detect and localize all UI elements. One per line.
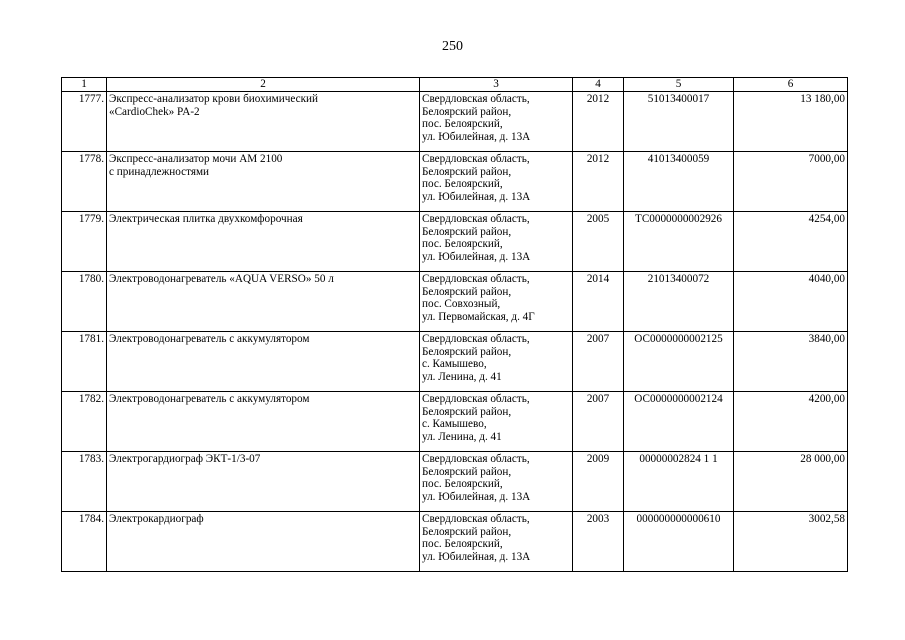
page-number: 250 bbox=[442, 39, 463, 54]
row-number-cell: 1781. bbox=[62, 332, 107, 392]
table-row bbox=[62, 452, 848, 512]
address-line: Свердловская область, bbox=[422, 213, 530, 225]
inventory-number-cell: 000000000000610 bbox=[624, 512, 734, 572]
item-name-cell: Экспресс-анализатор крови биохимический «CardioChek» PA-2 bbox=[107, 92, 420, 152]
address-line: ул. Ленина, д. 41 bbox=[422, 430, 502, 443]
item-name-cell: Электроводонагреватель с аккумулятором bbox=[107, 392, 420, 452]
address-line: ул. Юбилейная, д. 13А bbox=[422, 250, 531, 263]
address-line: Свердловская область, bbox=[422, 153, 530, 165]
cost-cell: 28 000,00 bbox=[734, 452, 848, 512]
row-number-cell: 1784. bbox=[62, 512, 107, 572]
address-line: Белоярский район, bbox=[422, 525, 512, 538]
header-row bbox=[62, 78, 848, 92]
header-cell-5: 5 bbox=[624, 78, 734, 92]
cost-cell: 3840,00 bbox=[734, 332, 848, 392]
item-name-cell: Электрокардиограф bbox=[107, 512, 420, 572]
address-line: Белоярский район, bbox=[422, 465, 512, 478]
header-cell-6: 6 bbox=[734, 78, 848, 92]
header-cell-3: 3 bbox=[420, 78, 573, 92]
address-line: с. Камышево, bbox=[422, 418, 487, 431]
row-number-cell: 1782. bbox=[62, 392, 107, 452]
table-row bbox=[62, 212, 848, 272]
address-line: Свердловская область, bbox=[422, 513, 530, 525]
address-line: ул. Ленина, д. 41 bbox=[422, 370, 502, 383]
cost-cell: 3002,58 bbox=[734, 512, 848, 572]
inventory-number-cell: 00000002824 1 1 bbox=[624, 452, 734, 512]
inventory-number-cell: ОС0000000002124 bbox=[624, 392, 734, 452]
table-row bbox=[62, 392, 848, 452]
cost-cell: 13 180,00 bbox=[734, 92, 848, 152]
cost-cell: 7000,00 bbox=[734, 152, 848, 212]
address-cell bbox=[420, 92, 573, 152]
address-line: Свердловская область, bbox=[422, 393, 530, 405]
address-line: ул. Юбилейная, д. 13А bbox=[422, 190, 531, 203]
inventory-number-cell: 21013400072 bbox=[624, 272, 734, 332]
header-cell-2: 2 bbox=[107, 78, 420, 92]
table-row bbox=[62, 332, 848, 392]
address-line: пос. Белоярский, bbox=[422, 118, 503, 131]
address-line: пос. Белоярский, bbox=[422, 538, 503, 551]
address-line: Свердловская область, bbox=[422, 93, 530, 105]
year-cell: 2005 bbox=[573, 212, 624, 272]
address-cell bbox=[420, 212, 573, 272]
row-number-cell: 1778. bbox=[62, 152, 107, 212]
address-line: Белоярский район, bbox=[422, 105, 512, 118]
header-cell-1: 1 bbox=[62, 78, 107, 92]
item-name-cell: Электрогардиограф ЭКТ-1/3-07 bbox=[107, 452, 420, 512]
address-line: Свердловская область, bbox=[422, 273, 530, 285]
address-line: ул. Юбилейная, д. 13А bbox=[422, 490, 531, 503]
item-name-cell: Электроводонагреватель «AQUA VERSO» 50 л bbox=[107, 272, 420, 332]
table-row bbox=[62, 152, 848, 212]
inventory-number-cell: 41013400059 bbox=[624, 152, 734, 212]
year-cell: 2007 bbox=[573, 332, 624, 392]
table-row bbox=[62, 512, 848, 572]
table-body bbox=[62, 92, 848, 572]
address-line: пос. Белоярский, bbox=[422, 238, 503, 251]
year-cell: 2009 bbox=[573, 452, 624, 512]
address-line: Свердловская область, bbox=[422, 333, 530, 345]
table-row bbox=[62, 272, 848, 332]
inventory-number-cell: ТС0000000002926 bbox=[624, 212, 734, 272]
table-header bbox=[62, 78, 848, 92]
address-line: с. Камышево, bbox=[422, 358, 487, 371]
address-cell bbox=[420, 512, 573, 572]
year-cell: 2003 bbox=[573, 512, 624, 572]
header-cell-4: 4 bbox=[573, 78, 624, 92]
year-cell: 2014 bbox=[573, 272, 624, 332]
cost-cell: 4040,00 bbox=[734, 272, 848, 332]
address-cell bbox=[420, 152, 573, 212]
year-cell: 2012 bbox=[573, 152, 624, 212]
row-number-cell: 1777. bbox=[62, 92, 107, 152]
inventory-number-cell: 51013400017 bbox=[624, 92, 734, 152]
address-line: Белоярский район, bbox=[422, 405, 512, 418]
address-line: пос. Белоярский, bbox=[422, 478, 503, 491]
inventory-number-cell: ОС0000000002125 bbox=[624, 332, 734, 392]
address-line: ул. Юбилейная, д. 13А bbox=[422, 130, 531, 143]
address-cell bbox=[420, 452, 573, 512]
address-cell bbox=[420, 392, 573, 452]
item-name-cell: Электрическая плитка двухкомфорочная bbox=[107, 212, 420, 272]
row-number-cell: 1779. bbox=[62, 212, 107, 272]
item-name-cell: Экспресс-анализатор мочи АМ 2100 с принадлежностями bbox=[107, 152, 420, 212]
address-line: Белоярский район, bbox=[422, 225, 512, 238]
address-line: пос. Белоярский, bbox=[422, 178, 503, 191]
address-line: ул. Юбилейная, д. 13А bbox=[422, 550, 531, 563]
year-cell: 2012 bbox=[573, 92, 624, 152]
address-cell bbox=[420, 272, 573, 332]
address-line: Белоярский район, bbox=[422, 285, 512, 298]
address-line: Белоярский район, bbox=[422, 165, 512, 178]
address-cell bbox=[420, 332, 573, 392]
row-number-cell: 1783. bbox=[62, 452, 107, 512]
address-line: пос. Совхозный, bbox=[422, 298, 501, 311]
address-line: ул. Первомайская, д. 4Г bbox=[422, 310, 535, 323]
address-line: Свердловская область, bbox=[422, 453, 530, 465]
year-cell: 2007 bbox=[573, 392, 624, 452]
table-row bbox=[62, 92, 848, 152]
item-name-cell: Электроводонагреватель с аккумулятором bbox=[107, 332, 420, 392]
row-number-cell: 1780. bbox=[62, 272, 107, 332]
cost-cell: 4200,00 bbox=[734, 392, 848, 452]
cost-cell: 4254,00 bbox=[734, 212, 848, 272]
property-registry-table bbox=[61, 77, 848, 572]
address-line: Белоярский район, bbox=[422, 345, 512, 358]
